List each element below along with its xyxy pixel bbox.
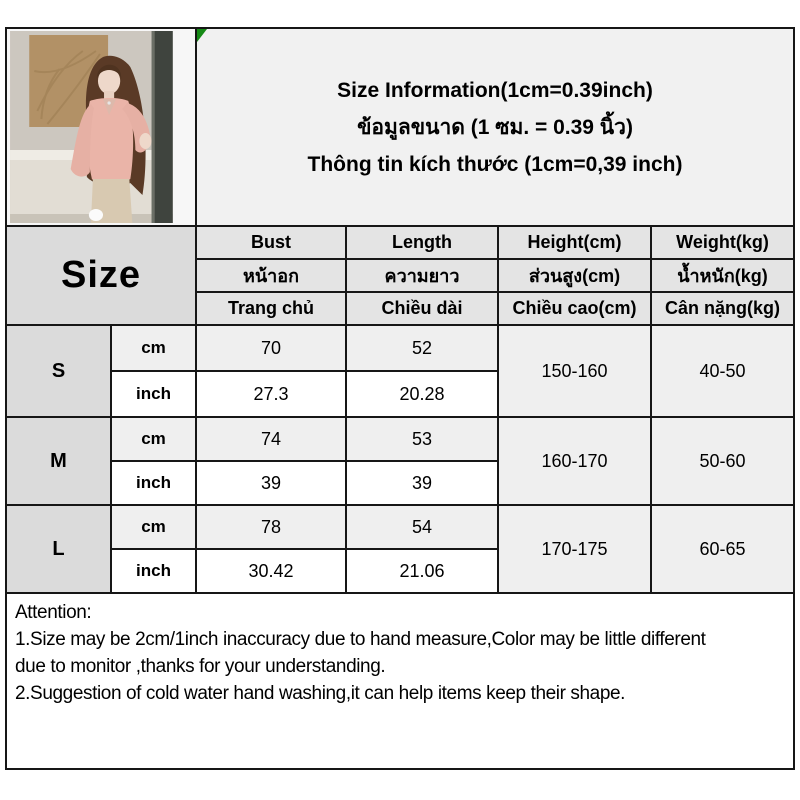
header-bust-en: Bust <box>197 227 345 258</box>
attention-note <box>7 594 793 768</box>
value-m-inch-length: 39 <box>347 462 497 504</box>
title-line-en: Size Information(1cm=0.39inch) <box>337 78 653 102</box>
value-s-height: 150-160 <box>499 326 650 416</box>
header-weight-th: น้ำหนัก(kg) <box>652 260 793 291</box>
value-l-inch-bust: 30.42 <box>197 550 345 592</box>
header-length-th: ความยาว <box>347 260 497 291</box>
attention-line-1: 1.Size may be 2cm/1inch inaccuracy due to hand measure,Color may be little different <box>15 629 706 650</box>
value-s-cm-bust: 70 <box>197 326 345 370</box>
unit-cm-l: cm <box>112 506 195 548</box>
unit-inch-l: inch <box>112 550 195 592</box>
size-label-s: S <box>7 326 110 416</box>
corner-flag-icon <box>197 29 207 42</box>
value-m-cm-bust: 74 <box>197 418 345 460</box>
header-weight-vi: Cân nặng(kg) <box>652 293 793 324</box>
header-length-vi: Chiều dài <box>347 293 497 324</box>
title-block <box>197 29 793 225</box>
value-m-inch-bust: 39 <box>197 462 345 504</box>
value-s-inch-bust: 27.3 <box>197 372 345 416</box>
attention-line-0: Attention: <box>15 602 92 623</box>
unit-cm-s: cm <box>112 326 195 370</box>
value-m-cm-length: 53 <box>347 418 497 460</box>
header-height-en: Height(cm) <box>499 227 650 258</box>
model-photo-illustration <box>7 29 195 225</box>
value-s-inch-length: 20.28 <box>347 372 497 416</box>
header-bust-th: หน้าอก <box>197 260 345 291</box>
header-length-en: Length <box>347 227 497 258</box>
value-l-height: 170-175 <box>499 506 650 592</box>
value-s-weight: 40-50 <box>652 326 793 416</box>
product-photo <box>7 29 195 225</box>
corner-size-label: Size <box>7 227 195 324</box>
unit-inch-s: inch <box>112 372 195 416</box>
header-weight-en: Weight(kg) <box>652 227 793 258</box>
header-height-th: ส่วนสูง(cm) <box>499 260 650 291</box>
unit-inch-m: inch <box>112 462 195 504</box>
value-m-height: 160-170 <box>499 418 650 504</box>
title-line-vi: Thông tin kích thước (1cm=0,39 inch) <box>307 152 683 176</box>
value-l-weight: 60-65 <box>652 506 793 592</box>
header-bust-vi: Trang chủ <box>197 293 345 324</box>
size-label-m: M <box>7 418 110 504</box>
unit-cm-m: cm <box>112 418 195 460</box>
value-s-cm-length: 52 <box>347 326 497 370</box>
size-table <box>5 27 795 770</box>
value-l-cm-bust: 78 <box>197 506 345 548</box>
attention-line-2: due to monitor ,thanks for your understanding. <box>15 656 386 677</box>
size-label-l: L <box>7 506 110 592</box>
attention-line-3: 2.Suggestion of cold water hand washing,it can help items keep their shape. <box>15 683 626 704</box>
value-l-inch-length: 21.06 <box>347 550 497 592</box>
header-height-vi: Chiều cao(cm) <box>499 293 650 324</box>
value-m-weight: 50-60 <box>652 418 793 504</box>
value-l-cm-length: 54 <box>347 506 497 548</box>
title-line-th: ข้อมูลขนาด (1 ซม. = 0.39 นิ้ว) <box>357 115 633 139</box>
